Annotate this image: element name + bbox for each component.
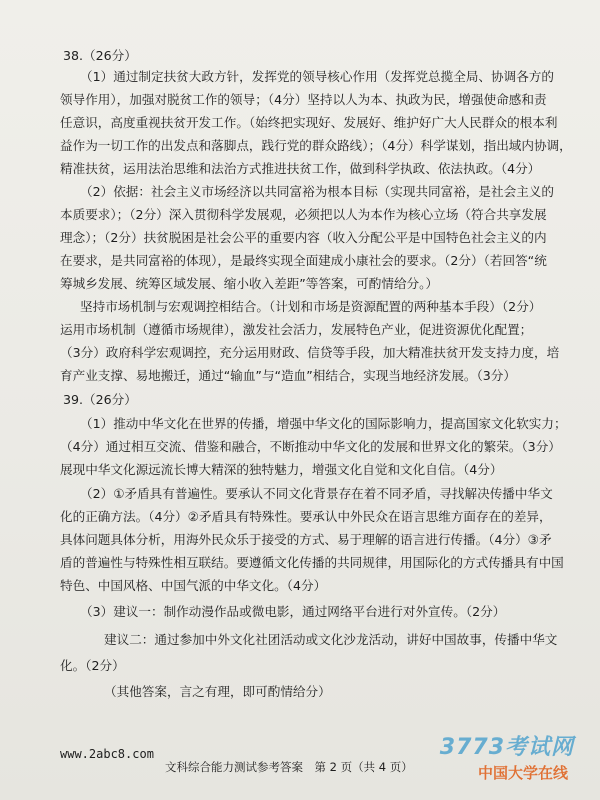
text-line: （3）建议一：制作动漫作品或微电影，通过网络平台进行对外宣传。（2分） bbox=[80, 604, 506, 619]
text-line: （3分）政府科学宏观调控，充分运用财政、信贷等手段，加大精准扶贫开发支持力度，培 bbox=[60, 345, 560, 360]
text-line: （其他答案，言之有理，即可酌情给分） bbox=[104, 684, 331, 699]
text-line: 特色、中国风格、中国气派的中华文化。（4分） bbox=[60, 578, 327, 593]
text-line: 领导作用），加强对脱贫工作的领导；（4分）坚持以人为本、执政为民，增强使命感和责 bbox=[60, 92, 547, 107]
text-line: （1）推动中华文化在世界的传播，增强中华文化的国际影响力，提高国家文化软实力； bbox=[80, 416, 567, 431]
question-38-heading: 38.（26分） bbox=[63, 48, 137, 63]
text-line: 育产业支撑、易地搬迁，通过“输血”与“造血”相结合，实现当地经济发展。（3分） bbox=[60, 368, 516, 383]
text-line: 建议二：通过参加中外文化社团活动或文化沙龙活动，讲好中国故事，传播中华文 bbox=[104, 632, 558, 647]
question-39-heading: 39.（26分） bbox=[63, 392, 137, 407]
text-line: （1）通过制定扶贫大政方针，发挥党的领导核心作用（发挥党总揽全局、协调各方的 bbox=[80, 69, 554, 84]
watermark-bottom-text: 中国大学在线 bbox=[477, 764, 568, 782]
text-line: 精准扶贫，运用法治思维和法治方式推进扶贫工作，做到科学执政、依法执政。（4分） bbox=[60, 161, 541, 176]
watermark-top-text: 3773考试网 bbox=[439, 735, 574, 760]
footer-page-title: 文科综合能力测试参考答案 第 2 页（共 4 页） bbox=[165, 760, 413, 774]
text-line: 展现中华文化源远流长博大精深的独特魅力，增强文化自觉和文化自信。（4分） bbox=[60, 462, 503, 477]
text-line: 筹城乡发展、统筹区域发展、缩小收入差距”等答案，可酌情给分。） bbox=[60, 276, 439, 291]
text-line: 化的正确方法。（4分）②矛盾具有特殊性。要承认中外民众在语言思维方面存在的差异， bbox=[60, 509, 552, 524]
text-line: （4分）通过相互交流、借鉴和融合，不断推动中华文化的发展和世界文化的繁荣。（3分） bbox=[60, 439, 561, 454]
text-line: 化。（2分） bbox=[60, 658, 125, 673]
text-line: 运用市场机制（遵循市场规律），激发社会活力，发展特色产业，促进资源优化配置； bbox=[60, 322, 533, 337]
text-line: 任意识，高度重视扶贫开发工作。（始终把实现好、发展好、维护好广大人民群众的根本利 bbox=[60, 115, 558, 130]
text-line: 具体问题具体分析，用海外民众乐于接受的方式、易于理解的语言进行传播。（4分）③矛 bbox=[60, 532, 552, 547]
text-line: 在要求，是共同富裕的体现），是最终实现全面建成小康社会的要求。（2分）（若回答“统 bbox=[60, 253, 547, 268]
text-line: 本质要求）；（2分）深入贯彻科学发展观，必须把以人为本作为核心立场（符合共享发展 bbox=[60, 207, 547, 222]
text-line: 盾的普遍性与特殊性相互联结。要遵循文化传播的共同规律，用国际化的方式传播具有中国 bbox=[60, 555, 564, 570]
watermark-logo bbox=[380, 730, 580, 792]
text-line: （2）①矛盾具有普遍性。要承认不同文化背景存在着不同矛盾，寻找解决传播中华文 bbox=[80, 486, 553, 501]
text-line: 益作为一切工作的出发点和落脚点，践行党的群众路线）；（4分）科学谋划，指出域内协调， bbox=[60, 138, 572, 153]
footer-site-text: www.2abc8.com bbox=[60, 747, 154, 761]
text-line: 理念）；（2分）扶贫脱困是社会公平的重要内容（收入分配公平是中国特色社会主义的内 bbox=[60, 230, 547, 245]
text-line: （2）依据：社会主义市场经济以共同富裕为根本目标（实现共同富裕，是社会主义的 bbox=[80, 184, 554, 199]
text-line: 坚持市场机制与宏观调控相结合。（计划和市场是资源配置的两种基本手段）（2分） bbox=[80, 299, 542, 314]
